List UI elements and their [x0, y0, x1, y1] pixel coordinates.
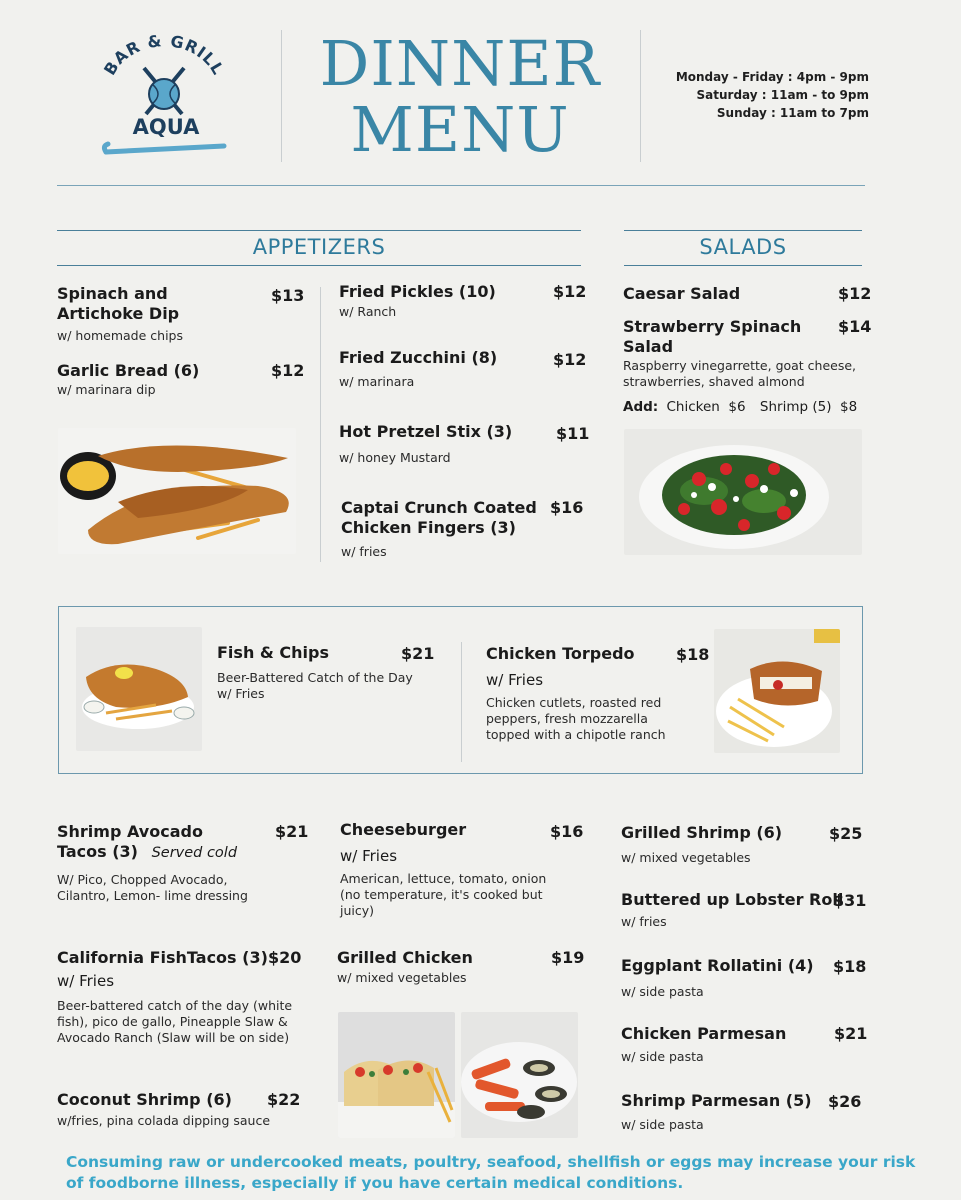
menu-item-name: California FishTacos (3): [57, 948, 268, 967]
menu-item-desc: w/ honey Mustard: [339, 450, 451, 465]
header-divider-left: [281, 30, 282, 162]
menu-item-price: $12: [271, 361, 305, 380]
food-safety-disclaimer: Consuming raw or undercooked meats, poultry, seafood, shellfish or eggs may increase your risk of foodborne illness, especially if you have certain medical conditions.: [66, 1153, 916, 1192]
fish-and-chips-photo: [76, 627, 202, 751]
menu-item-desc: Beer-battered catch of the day (white fish), pico de gallo, Pineapple Slaw & Avocado Ranch (Slaw will be on side): [57, 998, 293, 1045]
menu-item-name: Shrimp Parmesan (5): [621, 1091, 812, 1110]
menu-item-name: Fried Pickles (10): [339, 282, 496, 301]
featured-divider: [461, 642, 462, 762]
item-name-text: Shrimp Avocado Tacos (3): [57, 822, 203, 861]
menu-item-sub: w/ Fries: [486, 671, 544, 689]
header-divider-right: [640, 30, 641, 162]
menu-item-price: $21: [834, 1024, 868, 1043]
logo-graphic: [96, 34, 242, 162]
menu-item-name: Chicken Torpedo: [486, 644, 635, 663]
menu-item-sub: w/ Fries: [57, 972, 115, 990]
menu-item-desc: Raspberry vinegarrette, goat cheese, strawberries, shaved almond: [623, 358, 857, 389]
menu-item-desc: Chicken cutlets, roasted red peppers, fresh mozzarella topped with a chipotle ranch: [486, 695, 666, 742]
menu-item-desc: w/ side pasta: [621, 1117, 704, 1132]
title-menu: MENU: [350, 93, 570, 166]
menu-item-desc: w/ side pasta: [621, 984, 704, 999]
menu-item-price: $26: [828, 1092, 862, 1111]
appetizers-rule-top: [57, 230, 581, 231]
menu-item-price: $20: [268, 948, 302, 967]
chicken-fingers-photo: [58, 428, 296, 554]
logo-name: AQUA: [132, 115, 200, 139]
header-rule: [57, 185, 865, 186]
menu-item-price: $13: [271, 286, 305, 305]
menu-item-desc: w/ Ranch: [339, 304, 397, 319]
hours-sunday: Sunday : 11am to 7pm: [716, 106, 869, 120]
appetizers-column-divider: [320, 287, 321, 562]
menu-item-price: $21: [275, 822, 309, 841]
menu-item-price: $12: [553, 350, 587, 369]
served-cold-note: Served cold: [151, 845, 238, 861]
menu-item-sub: w/ Fries: [340, 847, 398, 865]
menu-item-name: Strawberry Spinach Salad: [623, 317, 802, 356]
menu-item-name: Grilled Chicken: [337, 948, 473, 967]
salads-rule-bottom: [624, 265, 862, 266]
menu-item-desc: w/ marinara dip: [57, 382, 156, 397]
hours-weekday: Monday - Friday : 4pm - 9pm: [675, 70, 869, 84]
menu-item-price: $25: [829, 824, 863, 843]
salads-title: SALADS: [699, 235, 787, 259]
menu-item-price: $21: [401, 644, 435, 663]
menu-item-name: Buttered up Lobster Roll: [621, 890, 844, 909]
grilled-chicken-photo: [461, 1012, 578, 1138]
appetizers-rule-bottom: [57, 265, 581, 266]
menu-item-name: [57, 822, 257, 863]
chicken-torpedo-photo: [714, 629, 840, 753]
menu-item-name: Coconut Shrimp (6): [57, 1090, 232, 1109]
menu-item-desc: W/ Pico, Chopped Avocado, Cilantro, Lemon- lime dressing: [57, 872, 248, 903]
menu-item-name: Cheeseburger: [340, 820, 467, 839]
hours-block: [676, 68, 869, 122]
menu-item-desc: Beer-Battered Catch of the Day w/ Fries: [217, 670, 413, 701]
menu-item-desc: w/ marinara: [339, 374, 415, 389]
add-label: Add:: [623, 399, 659, 415]
add-chicken: Chicken $6: [666, 399, 746, 415]
salad-add-ons: [623, 398, 873, 416]
menu-item-price: $19: [551, 948, 585, 967]
menu-item-price: $22: [267, 1090, 301, 1109]
svg-text:BAR & GRILL: [100, 34, 228, 78]
title-dinner: DINNER: [319, 27, 601, 100]
menu-item-name: Caesar Salad: [623, 284, 741, 303]
menu-item-desc: w/ homemade chips: [57, 328, 183, 343]
menu-item-price: $16: [550, 822, 584, 841]
menu-item-name: Eggplant Rollatini (4): [621, 956, 814, 975]
menu-item-name: Spinach and Artichoke Dip: [57, 284, 180, 323]
menu-item-name: Fried Zucchini (8): [339, 348, 498, 367]
salads-rule-top: [624, 230, 862, 231]
menu-item-desc: w/fries, pina colada dipping sauce: [57, 1113, 271, 1128]
hours-saturday: Saturday : 11am - to 9pm: [696, 88, 869, 102]
menu-item-name: Captai Crunch Coated Chicken Fingers (3): [341, 498, 537, 537]
menu-item-name: Grilled Shrimp (6): [621, 823, 783, 842]
appetizers-title: APPETIZERS: [252, 235, 386, 259]
menu-item-name: Chicken Parmesan: [621, 1024, 787, 1043]
menu-item-name: Garlic Bread (6): [57, 361, 200, 380]
salad-photo: [624, 429, 862, 555]
menu-item-desc: w/ mixed vegetables: [621, 850, 751, 865]
menu-item-price: $31: [833, 891, 867, 910]
menu-item-price: $16: [550, 498, 584, 517]
aqua-logo: [96, 34, 242, 162]
menu-item-name: Hot Pretzel Stix (3): [339, 422, 513, 441]
tacos-photo: [338, 1012, 455, 1138]
menu-item-price: $12: [838, 284, 872, 303]
menu-item-desc: w/ fries: [621, 914, 667, 929]
menu-item-price: $18: [676, 645, 710, 664]
menu-item-price: $11: [556, 424, 590, 443]
menu-item-desc: w/ side pasta: [621, 1049, 704, 1064]
logo-arc-text: BAR & GRILL: [99, 34, 229, 79]
menu-item-desc: w/ fries: [341, 544, 387, 559]
menu-item-price: $18: [833, 957, 867, 976]
menu-item-price: $12: [553, 282, 587, 301]
menu-item-price: $14: [838, 317, 872, 336]
menu-item-desc: American, lettuce, tomato, onion (no temperature, it's cooked but juicy): [340, 871, 547, 918]
menu-item-name: Fish & Chips: [217, 643, 330, 662]
add-shrimp: Shrimp (5) $8: [759, 399, 858, 415]
menu-item-desc: w/ mixed vegetables: [337, 970, 467, 985]
